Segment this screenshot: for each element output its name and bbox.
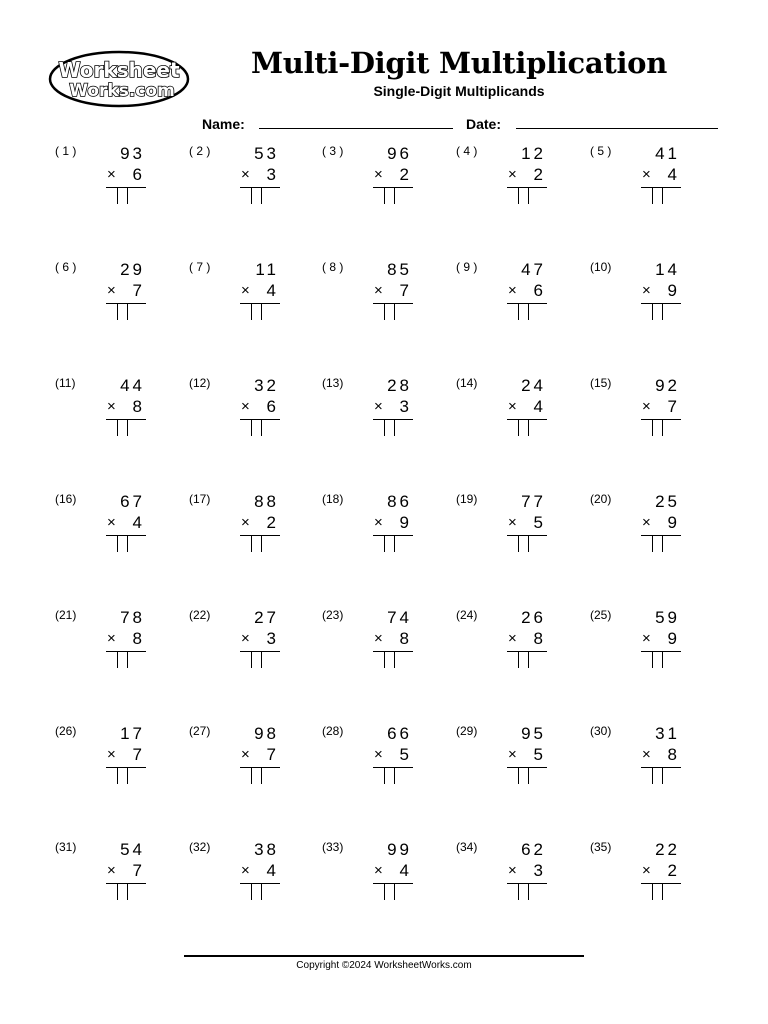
- problem-number: (27): [189, 724, 211, 738]
- problem-26: [55, 724, 175, 804]
- problem-31: [55, 840, 175, 920]
- date-label: Date:: [466, 116, 502, 132]
- multiplier: 9: [399, 513, 412, 532]
- problem-number: ( 1 ): [55, 144, 77, 158]
- answer-area[interactable]: [518, 768, 538, 784]
- answer-digit-divider: [261, 304, 262, 320]
- problem-10: [590, 260, 710, 340]
- times-sign: ×: [107, 630, 116, 647]
- multiplier: 5: [533, 745, 546, 764]
- answer-digit-divider: [117, 884, 118, 900]
- answer-digit-divider: [652, 536, 653, 552]
- answer-digit-divider: [117, 768, 118, 784]
- multiplicand: 92: [655, 376, 680, 395]
- answer-area[interactable]: [117, 536, 137, 552]
- answer-digit-divider: [127, 420, 128, 436]
- times-sign: ×: [107, 514, 116, 531]
- answer-digit-divider: [384, 188, 385, 204]
- answer-digit-divider: [117, 188, 118, 204]
- answer-digit-divider: [117, 420, 118, 436]
- problem-32: [189, 840, 309, 920]
- problem-number: (25): [590, 608, 612, 622]
- problem-number: (31): [55, 840, 77, 854]
- problem-13: [322, 376, 442, 456]
- problem-number: (23): [322, 608, 344, 622]
- multiplicand: 28: [387, 376, 412, 395]
- problem-number: ( 5 ): [590, 144, 612, 158]
- multiplicand: 86: [387, 492, 412, 511]
- multiplicand: 44: [120, 376, 145, 395]
- answer-area[interactable]: [117, 652, 137, 668]
- problem-15: [590, 376, 710, 456]
- date-field[interactable]: [516, 128, 718, 129]
- problem-5: [590, 144, 710, 224]
- multiplier: 4: [667, 165, 680, 184]
- answer-digit-divider: [394, 652, 395, 668]
- answer-area[interactable]: [251, 652, 271, 668]
- answer-area[interactable]: [251, 304, 271, 320]
- answer-digit-divider: [662, 188, 663, 204]
- problem-30: [590, 724, 710, 804]
- multiplicand: 98: [254, 724, 279, 743]
- problem-4: [456, 144, 576, 224]
- problem-number: (24): [456, 608, 478, 622]
- page-subtitle: Single-Digit Multiplicands: [373, 83, 545, 99]
- multiplier: 4: [266, 281, 279, 300]
- problem-17: [189, 492, 309, 572]
- multiplier: 3: [533, 861, 546, 880]
- times-sign: ×: [241, 398, 250, 415]
- problem-23: [322, 608, 442, 688]
- multiplier: 6: [132, 165, 145, 184]
- times-sign: ×: [642, 746, 651, 763]
- problem-19: [456, 492, 576, 572]
- answer-digit-divider: [394, 884, 395, 900]
- problem-number: (19): [456, 492, 478, 506]
- problem-25: [590, 608, 710, 688]
- times-sign: ×: [374, 862, 383, 879]
- multiplicand: 99: [387, 840, 412, 859]
- multiplier: 7: [132, 281, 145, 300]
- multiplicand: 47: [521, 260, 546, 279]
- times-sign: ×: [508, 282, 517, 299]
- answer-area[interactable]: [652, 652, 672, 668]
- answer-area[interactable]: [117, 304, 137, 320]
- answer-digit-divider: [528, 188, 529, 204]
- problem-12: [189, 376, 309, 456]
- problem-number: (21): [55, 608, 77, 622]
- answer-digit-divider: [127, 652, 128, 668]
- answer-area[interactable]: [518, 420, 538, 436]
- answer-area[interactable]: [652, 884, 672, 900]
- times-sign: ×: [107, 166, 116, 183]
- answer-digit-divider: [384, 420, 385, 436]
- times-sign: ×: [642, 514, 651, 531]
- times-sign: ×: [241, 166, 250, 183]
- answer-area[interactable]: [384, 536, 404, 552]
- multiplier: 5: [399, 745, 412, 764]
- answer-digit-divider: [251, 188, 252, 204]
- answer-area[interactable]: [251, 768, 271, 784]
- multiplier: 3: [266, 165, 279, 184]
- page-title: Multi-Digit Multiplication: [250, 46, 667, 80]
- answer-digit-divider: [384, 652, 385, 668]
- problem-number: ( 7 ): [189, 260, 211, 274]
- multiplier: 2: [533, 165, 546, 184]
- answer-digit-divider: [394, 536, 395, 552]
- multiplier: 9: [667, 513, 680, 532]
- logo-text-line2: Works.com: [69, 81, 175, 101]
- multiplier: 2: [266, 513, 279, 532]
- times-sign: ×: [642, 398, 651, 415]
- answer-digit-divider: [127, 768, 128, 784]
- multiplicand: 31: [655, 724, 680, 743]
- problem-number: ( 3 ): [322, 144, 344, 158]
- multiplier: 5: [533, 513, 546, 532]
- answer-area[interactable]: [652, 420, 672, 436]
- answer-digit-divider: [261, 420, 262, 436]
- problem-number: (13): [322, 376, 344, 390]
- multiplicand: 53: [254, 144, 279, 163]
- multiplicand: 54: [120, 840, 145, 859]
- multiplicand: 93: [120, 144, 145, 163]
- answer-digit-divider: [518, 884, 519, 900]
- answer-area[interactable]: [652, 188, 672, 204]
- multiplier: 4: [132, 513, 145, 532]
- answer-digit-divider: [652, 884, 653, 900]
- answer-digit-divider: [662, 536, 663, 552]
- problem-number: (33): [322, 840, 344, 854]
- answer-area[interactable]: [384, 304, 404, 320]
- problem-number: ( 8 ): [322, 260, 344, 274]
- times-sign: ×: [508, 166, 517, 183]
- answer-digit-divider: [384, 536, 385, 552]
- problem-7: [189, 260, 309, 340]
- times-sign: ×: [508, 630, 517, 647]
- times-sign: ×: [241, 630, 250, 647]
- answer-digit-divider: [251, 768, 252, 784]
- problem-29: [456, 724, 576, 804]
- answer-area[interactable]: [652, 768, 672, 784]
- answer-area[interactable]: [518, 884, 538, 900]
- problem-number: (34): [456, 840, 478, 854]
- answer-digit-divider: [261, 188, 262, 204]
- answer-area[interactable]: [518, 188, 538, 204]
- footer-divider: [184, 955, 584, 957]
- multiplicand: 67: [120, 492, 145, 511]
- answer-digit-divider: [518, 536, 519, 552]
- logo-text-line1: Worksheet: [58, 58, 180, 82]
- times-sign: ×: [508, 862, 517, 879]
- answer-area[interactable]: [117, 420, 137, 436]
- multiplicand: 22: [655, 840, 680, 859]
- multiplier: 4: [266, 861, 279, 880]
- multiplier: 7: [667, 397, 680, 416]
- problem-1: [55, 144, 175, 224]
- problem-3: [322, 144, 442, 224]
- answer-digit-divider: [394, 420, 395, 436]
- times-sign: ×: [642, 630, 651, 647]
- problem-24: [456, 608, 576, 688]
- answer-digit-divider: [662, 768, 663, 784]
- multiplier: 3: [266, 629, 279, 648]
- problem-33: [322, 840, 442, 920]
- answer-digit-divider: [528, 884, 529, 900]
- times-sign: ×: [642, 166, 651, 183]
- multiplicand: 88: [254, 492, 279, 511]
- answer-digit-divider: [251, 536, 252, 552]
- problem-number: (26): [55, 724, 77, 738]
- multiplicand: 38: [254, 840, 279, 859]
- answer-area[interactable]: [384, 768, 404, 784]
- answer-area[interactable]: [384, 188, 404, 204]
- answer-digit-divider: [528, 304, 529, 320]
- problem-number: (35): [590, 840, 612, 854]
- problem-27: [189, 724, 309, 804]
- answer-area[interactable]: [251, 420, 271, 436]
- answer-digit-divider: [528, 768, 529, 784]
- answer-digit-divider: [261, 652, 262, 668]
- times-sign: ×: [107, 282, 116, 299]
- problem-22: [189, 608, 309, 688]
- answer-digit-divider: [528, 652, 529, 668]
- answer-area[interactable]: [652, 536, 672, 552]
- worksheetworks-logo: [48, 50, 190, 108]
- multiplicand: 62: [521, 840, 546, 859]
- multiplicand: 77: [521, 492, 546, 511]
- multiplier: 8: [667, 745, 680, 764]
- multiplier: 8: [399, 629, 412, 648]
- multiplicand: 32: [254, 376, 279, 395]
- problem-18: [322, 492, 442, 572]
- problem-35: [590, 840, 710, 920]
- problem-number: ( 6 ): [55, 260, 77, 274]
- problem-number: (17): [189, 492, 211, 506]
- multiplier: 6: [533, 281, 546, 300]
- answer-digit-divider: [117, 304, 118, 320]
- times-sign: ×: [642, 862, 651, 879]
- multiplier: 3: [399, 397, 412, 416]
- problem-number: (30): [590, 724, 612, 738]
- answer-digit-divider: [127, 536, 128, 552]
- answer-digit-divider: [384, 768, 385, 784]
- answer-area[interactable]: [117, 768, 137, 784]
- times-sign: ×: [107, 398, 116, 415]
- problem-number: ( 2 ): [189, 144, 211, 158]
- answer-digit-divider: [394, 304, 395, 320]
- multiplicand: 74: [387, 608, 412, 627]
- times-sign: ×: [374, 514, 383, 531]
- name-field[interactable]: [259, 128, 453, 129]
- problem-number: (18): [322, 492, 344, 506]
- problem-number: (15): [590, 376, 612, 390]
- problem-number: (22): [189, 608, 211, 622]
- times-sign: ×: [374, 630, 383, 647]
- times-sign: ×: [241, 514, 250, 531]
- problem-number: (10): [590, 260, 612, 274]
- multiplier: 4: [399, 861, 412, 880]
- problem-6: [55, 260, 175, 340]
- multiplier: 7: [399, 281, 412, 300]
- multiplier: 7: [132, 745, 145, 764]
- times-sign: ×: [508, 398, 517, 415]
- answer-digit-divider: [518, 768, 519, 784]
- answer-digit-divider: [652, 420, 653, 436]
- multiplicand: 17: [120, 724, 145, 743]
- multiplicand: 59: [655, 608, 680, 627]
- answer-digit-divider: [662, 304, 663, 320]
- answer-area[interactable]: [384, 884, 404, 900]
- answer-digit-divider: [528, 536, 529, 552]
- problem-number: (28): [322, 724, 344, 738]
- times-sign: ×: [107, 746, 116, 763]
- answer-digit-divider: [394, 188, 395, 204]
- answer-digit-divider: [117, 536, 118, 552]
- problem-number: (11): [55, 376, 76, 390]
- problem-number: (14): [456, 376, 478, 390]
- problem-9: [456, 260, 576, 340]
- times-sign: ×: [508, 514, 517, 531]
- answer-digit-divider: [662, 420, 663, 436]
- multiplier: 9: [667, 629, 680, 648]
- multiplicand: 95: [521, 724, 546, 743]
- answer-digit-divider: [251, 304, 252, 320]
- problem-20: [590, 492, 710, 572]
- problem-number: (29): [456, 724, 478, 738]
- answer-digit-divider: [261, 884, 262, 900]
- problem-34: [456, 840, 576, 920]
- answer-area[interactable]: [251, 536, 271, 552]
- problem-number: (12): [189, 376, 211, 390]
- problem-2: [189, 144, 309, 224]
- answer-digit-divider: [384, 884, 385, 900]
- answer-digit-divider: [662, 884, 663, 900]
- answer-area[interactable]: [384, 652, 404, 668]
- multiplicand: 41: [655, 144, 680, 163]
- problem-number: (16): [55, 492, 77, 506]
- answer-area[interactable]: [518, 304, 538, 320]
- answer-digit-divider: [652, 652, 653, 668]
- times-sign: ×: [374, 746, 383, 763]
- times-sign: ×: [374, 398, 383, 415]
- times-sign: ×: [374, 166, 383, 183]
- answer-area[interactable]: [652, 304, 672, 320]
- multiplier: 4: [533, 397, 546, 416]
- answer-area[interactable]: [251, 188, 271, 204]
- multiplier: 6: [266, 397, 279, 416]
- multiplicand: 25: [655, 492, 680, 511]
- answer-digit-divider: [127, 188, 128, 204]
- problem-14: [456, 376, 576, 456]
- multiplicand: 29: [120, 260, 145, 279]
- answer-digit-divider: [518, 188, 519, 204]
- problem-8: [322, 260, 442, 340]
- answer-digit-divider: [662, 652, 663, 668]
- multiplicand: 14: [655, 260, 680, 279]
- multiplicand: 11: [255, 260, 279, 279]
- multiplicand: 27: [254, 608, 279, 627]
- answer-digit-divider: [528, 420, 529, 436]
- answer-area[interactable]: [518, 652, 538, 668]
- multiplier: 8: [132, 397, 145, 416]
- answer-digit-divider: [251, 420, 252, 436]
- times-sign: ×: [241, 862, 250, 879]
- answer-digit-divider: [117, 652, 118, 668]
- problem-21: [55, 608, 175, 688]
- multiplier: 7: [266, 745, 279, 764]
- multiplicand: 78: [120, 608, 145, 627]
- times-sign: ×: [107, 862, 116, 879]
- answer-digit-divider: [261, 768, 262, 784]
- times-sign: ×: [241, 282, 250, 299]
- problem-11: [55, 376, 175, 456]
- multiplicand: 96: [387, 144, 412, 163]
- copyright-text: Copyright ©2024 WorksheetWorks.com: [296, 960, 472, 971]
- answer-area[interactable]: [117, 188, 137, 204]
- answer-area[interactable]: [251, 884, 271, 900]
- multiplicand: 24: [521, 376, 546, 395]
- answer-digit-divider: [261, 536, 262, 552]
- times-sign: ×: [374, 282, 383, 299]
- multiplier: 8: [132, 629, 145, 648]
- multiplier: 9: [667, 281, 680, 300]
- answer-digit-divider: [518, 420, 519, 436]
- answer-digit-divider: [518, 652, 519, 668]
- name-label: Name:: [202, 116, 245, 132]
- answer-digit-divider: [518, 304, 519, 320]
- problem-16: [55, 492, 175, 572]
- answer-digit-divider: [251, 884, 252, 900]
- answer-digit-divider: [127, 304, 128, 320]
- times-sign: ×: [241, 746, 250, 763]
- multiplicand: 12: [521, 144, 546, 163]
- times-sign: ×: [642, 282, 651, 299]
- problem-number: ( 9 ): [456, 260, 478, 274]
- multiplier: 2: [399, 165, 412, 184]
- answer-digit-divider: [384, 304, 385, 320]
- answer-digit-divider: [127, 884, 128, 900]
- problem-number: (32): [189, 840, 211, 854]
- answer-area[interactable]: [384, 420, 404, 436]
- answer-digit-divider: [652, 768, 653, 784]
- problem-28: [322, 724, 442, 804]
- times-sign: ×: [508, 746, 517, 763]
- multiplier: 7: [132, 861, 145, 880]
- problem-number: ( 4 ): [456, 144, 478, 158]
- multiplier: 8: [533, 629, 546, 648]
- answer-digit-divider: [251, 652, 252, 668]
- multiplicand: 66: [387, 724, 412, 743]
- multiplier: 2: [667, 861, 680, 880]
- answer-digit-divider: [652, 304, 653, 320]
- answer-area[interactable]: [117, 884, 137, 900]
- answer-digit-divider: [652, 188, 653, 204]
- answer-digit-divider: [394, 768, 395, 784]
- multiplicand: 26: [521, 608, 546, 627]
- answer-area[interactable]: [518, 536, 538, 552]
- multiplicand: 85: [387, 260, 412, 279]
- problem-number: (20): [590, 492, 612, 506]
